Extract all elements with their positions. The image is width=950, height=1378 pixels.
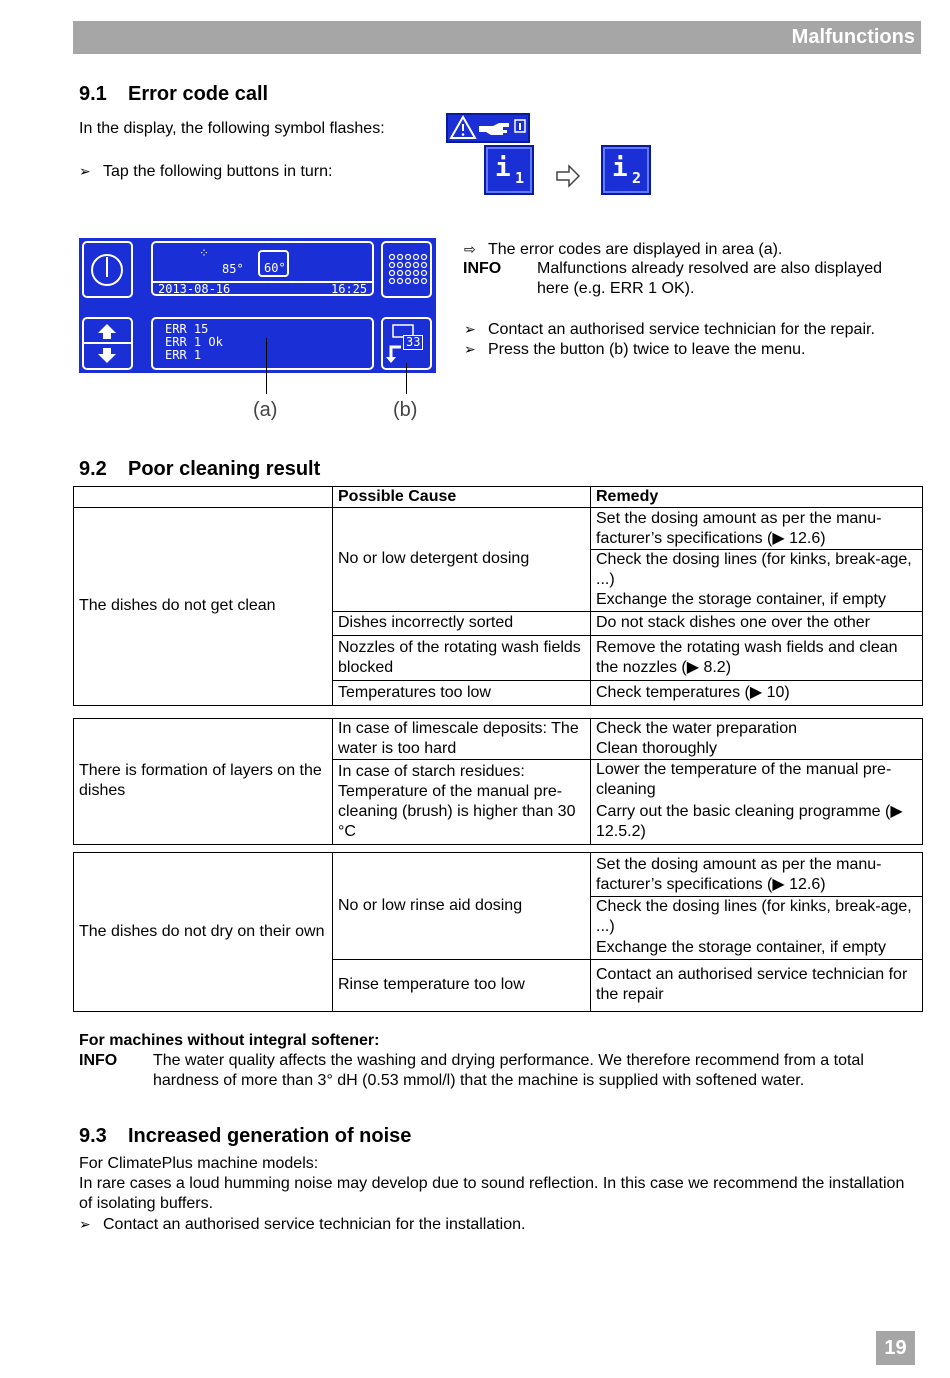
header-cause: Possible Cause [333,487,591,508]
up-down-arrows-icon[interactable] [84,319,131,368]
problem-cell: The dishes do not dry on their own [74,853,333,1012]
remedy-cell: Check temperatures (▶ 10) [591,680,923,705]
cause-cell: Dishes incorrectly sorted [333,611,591,635]
spray-icon: ⁘ [199,246,210,260]
heading-text: Increased generation of noise [128,1125,412,1147]
remedy-cell: Contact an authorised service technician for the repair [591,959,923,1011]
cause-cell: Rinse temperature too low [333,959,591,1011]
remedy-cell: Clean thoroughly [591,739,923,760]
cause-cell: Nozzles of the rotating wash fields blocked [333,635,591,680]
cause-cell: In case of limescale deposits: The water is too hard [333,719,591,760]
heading-number: 9.3 [79,1125,107,1147]
remedy-cell: Remove the rotating wash fields and clean the nozzles (▶ 8.2) [591,635,923,680]
noise-line1: For ClimatePlus machine models: [79,1155,319,1172]
tank-temperature: 60° [264,261,286,275]
info-1-button[interactable] [484,145,534,195]
flashing-symbol [446,113,530,143]
callout-line-a [266,338,267,394]
remedy-cell: Do not stack dishes one over the other [591,611,923,635]
next-arrow-icon [555,164,581,188]
keypad-icon [383,243,430,296]
info-1-sub: 1 [515,169,525,187]
heading-number: 9.1 [79,83,107,105]
heading-text: Poor cleaning result [128,458,321,480]
layers-table [73,718,923,845]
softener-info-text: The water quality affects the washing and drying performance. We therefore recommend from a total hardness of more than 3° dH (0.53 mmol/l) that the machine is supplied with softened water. [153,1052,864,1089]
cause-cell: Temperatures too low [333,680,591,705]
remedy-cell: Check the dosing lines (for kinks, break-age, ...) [591,897,923,938]
noise-step: ➢ Contact an authorised service technician for the installation. [79,1214,525,1235]
softener-info-label: INFO [79,1052,118,1069]
scroll-buttons [82,317,133,370]
power-button[interactable] [82,241,133,298]
label-a: (a) [253,399,278,421]
remedy-cell: Lower the temperature of the manual pre-cleaning [591,760,923,801]
cleaning-table [73,486,923,706]
error-list-area [151,317,374,370]
section-9-3-heading [79,1125,411,1148]
problem-cell: The dishes do not get clean [74,508,333,706]
step-contact: ➢ Contact an authorised service technician for the repair. [464,319,875,340]
table-header-row [74,487,923,508]
table-row [74,853,923,897]
table-row [74,508,923,550]
remedy-cell: Set the dosing amount as per the manu-facturer’s specifications (▶ 12.6) [591,508,923,550]
info-2-sub: 2 [632,169,642,187]
drying-table [73,852,923,1012]
back-counter: 33 [403,335,423,350]
remedy-cell: Set the dosing amount as per the manu-facturer’s specifications (▶ 12.6) [591,853,923,897]
info-text-line1: Malfunctions already resolved are also displayed [537,260,883,277]
header-remedy: Remedy [591,487,923,508]
tap-instruction: ➢ Tap the following buttons in turn: [79,161,332,182]
error-code: ERR 1 [165,348,202,362]
remedy-cell: Check the dosing lines (for kinks, break-age, ...) [591,550,923,591]
date-readout: 2013-08-16 [158,282,231,296]
tank-icon [258,250,289,277]
section-9-2-heading [79,458,320,481]
result-text: ⇨ The error codes are displayed in area (a). [464,239,782,260]
keypad-button[interactable] [381,241,432,298]
softener-title: For machines without integral softener: [79,1032,380,1049]
page-number: 19 [876,1331,915,1365]
cause-cell: No or low detergent dosing [333,508,591,612]
table-row [74,719,923,740]
remedy-cell: Exchange the storage container, if empty [591,590,923,611]
remedy-cell: Carry out the basic cleaning programme (▶ 12.5.2) [591,800,923,844]
remedy-cell: Exchange the storage container, if empty [591,937,923,959]
callout-line-b [406,363,407,394]
error-code: ERR 15 [165,322,209,336]
wash-temperature: 85° [222,262,244,276]
heading-number: 9.2 [79,458,107,480]
header-title: Malfunctions [791,26,915,48]
info-1-main: i [495,153,511,183]
label-b: (b) [393,399,418,421]
control-display [79,238,436,373]
heading-text: Error code call [128,83,269,105]
status-box [151,241,374,296]
time-readout: 16:25 [331,282,368,296]
info-text-line2: here (e.g. ERR 1 OK). [537,280,695,297]
noise-line2: In rare cases a loud humming noise may develop due to sound reflection. In this case we recommend the installation of isolating buffers. [79,1175,905,1212]
header-bar [73,21,921,54]
step-leave-menu: ➢ Press the button (b) twice to leave the menu. [464,339,806,360]
cause-cell: No or low rinse aid dosing [333,853,591,960]
problem-cell: There is formation of layers on the dishes [74,719,333,845]
cause-cell: In case of starch residues: Temperature of the manual pre-cleaning (brush) is higher than 30 °C [333,760,591,845]
info-label: INFO [463,260,502,277]
info-2-button[interactable] [601,145,651,195]
intro-text: In the display, the following symbol flashes: [79,120,385,137]
warning-hand-info-icon [448,115,528,141]
error-code: ERR 1 Ok [165,335,223,349]
power-icon [84,243,131,296]
remedy-cell: Check the water preparation [591,719,923,740]
section-9-1-heading [79,83,268,106]
header-cell [74,487,333,508]
info-2-main: i [612,153,628,183]
